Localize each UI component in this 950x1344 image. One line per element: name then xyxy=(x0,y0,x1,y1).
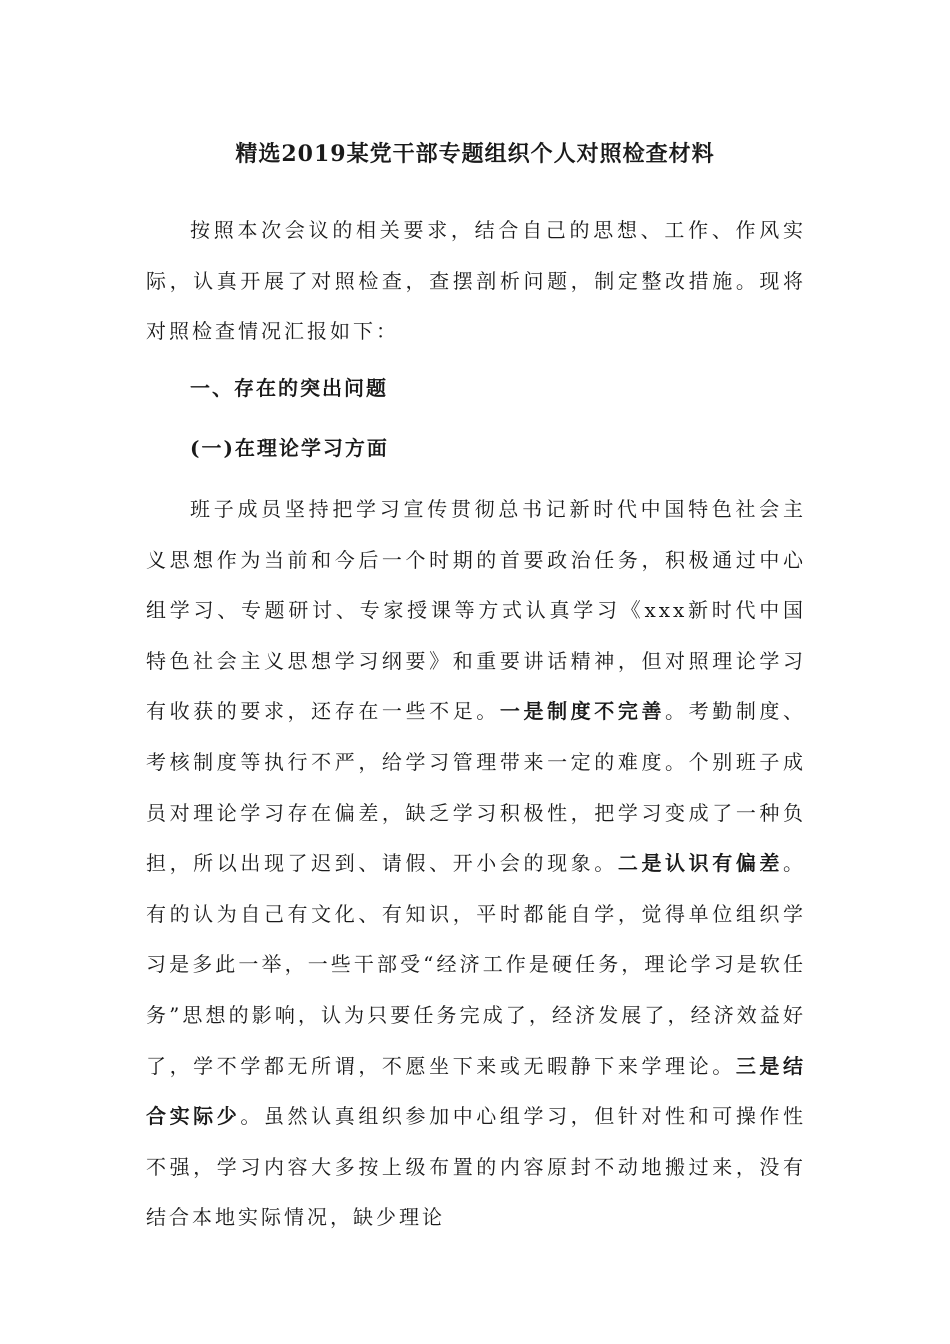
paragraph-text: 。虽然认真组织参加中心组学习，但针对性和可操作性不强，学习内容大多按上级布置的内容原封不动地搬过来，没有结合本地实际情况，缺少理论 xyxy=(146,1104,807,1230)
intro-paragraph: 按照本次会议的相关要求，结合自己的思想、工作、作风实际，认真开展了对照检查，查摆剖析问题，制定整改措施。现将对照检查情况汇报如下： xyxy=(146,218,806,344)
body-paragraph xyxy=(146,484,806,1243)
paragraph-text: 。有的认为自己有文化、有知识，平时都能自学，觉得单位组织学习是多此一举，一些干部受“经济工作是硬任务，理论学习是软任务”思想的影响，认为只要任务完成了，经济发展了，经济效益好了，学不学都无所谓，不愿坐下来或无暇静下来学理论。 xyxy=(146,851,807,1078)
emphasis-point-1: 一是制度不完善 xyxy=(499,699,666,724)
section-heading: 一、存在的突出问题 xyxy=(190,376,388,400)
paragraph-text: 班子成员坚持把学习宣传贯彻总书记新时代中国特色社会主义思想作为当前和今后一个时期的首要政治任务，积极通过中心组学习、专题研讨、专家授课等方式认真学习《xxx新时代中国特色社会主义思想学习纲要》和重要讲话精神，但对照理论学习有收获的要求，还存在一些不足。 xyxy=(146,497,806,724)
emphasis-point-2: 二是认识有偏差 xyxy=(617,851,784,876)
emphasis-point-3: 三是结合实际少 xyxy=(146,1053,807,1129)
subsection-heading: (一)在理论学习方面 xyxy=(190,436,389,460)
document-title: 精选2019某党干部专题组织个人对照检查材料 xyxy=(235,141,715,167)
paragraph-text: 。考勤制度、考核制度等执行不严，给学习管理带来一定的难度。个别班子成员对理论学习存在偏差，缺乏学习积极性，把学习变成了一种负担，所以出现了迟到、请假、开小会的现象。 xyxy=(146,699,807,876)
